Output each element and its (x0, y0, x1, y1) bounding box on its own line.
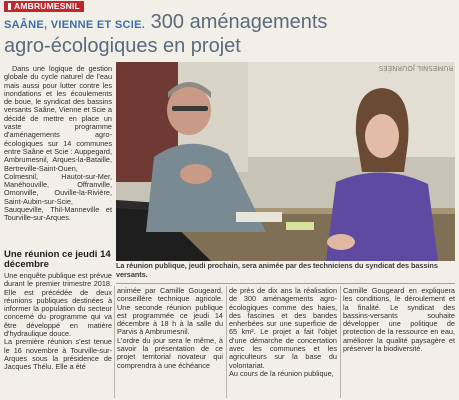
wall-banner-text: RUMESNIL JOURNÉES (378, 64, 454, 72)
intro-column (4, 65, 112, 223)
body-column-1: Une enquête publique est prévue durant le premier trimestre 2018. Elle est précédée de deux réunions publiques destinées à informer la population du secteur concerné du programme qui va être développé en matière d'hydraulique douce. La première réunion s'est tenue le 16 novembre à Tourville-sur-Arques sous la présidence de Jacques Thélu. Elle a été (4, 271, 112, 372)
column-divider-2 (226, 286, 227, 398)
body-column-3: de près de dix ans la réalisation de 300 aménagements agro-écologiques comme des haies, des fascines et des bandes enherbées sur une superficie de 65 km². Le projet a fait l'objet d'une démarche de concertation avec les communes et les agriculteurs sur la base du volontariat. Au cours de la réunion publique, (229, 286, 337, 378)
headline-lead: SAÂNE, VIENNE ET SCIE. (4, 19, 146, 31)
subheading: Une réunion ce jeudi 14 décembre (4, 249, 111, 270)
kicker-mark (8, 3, 11, 10)
photo-caption: La réunion publique, jeudi prochain, sera animée par des techniciens du syndicat des bassins versants. (116, 261, 438, 279)
intro-paragraph: Dans une logique de gestion globale du cycle naturel de l'eau mais aussi pour lutter contre les inondations et les écoulements de boue, le syndicat des bassins versants Saâne, Vienne et Scie a décidé de mettre en place un vaste programme d'aménagements agro-écologiques sur 14 communes entre Saâne et Scie : Auppegard, Ambrumesnil, Arques-la-Bataille, Bertreville-Saint-Ouen, Colmesnil, Hautot-sur-Mer, Manéhouville, Offranville, Omonville, Ouville-la-Rivière, Saint-Aubin-sur-Scie, Sauqueville, Thil-Manneville et Tourville-sur-Arques. (4, 64, 112, 223)
caption-rule (116, 283, 455, 284)
column-divider-1 (114, 286, 115, 398)
column-divider-3 (340, 286, 341, 398)
headline-line-1 (4, 12, 456, 36)
section-kicker (4, 1, 84, 12)
headline (4, 12, 456, 57)
headline-main: 300 aménagements (150, 11, 328, 33)
body-column-2: animée par Camille Gougeard, conseillère technique agricole. Une seconde réunion publique est programmée ce jeudi 14 décembre à 18 h à la salle du Parvis à Ambrumesnil. L'ordre du jour sera le même, à savoir la présentation de ce projet territorial novateur qui comprendra à une échéance (117, 286, 223, 370)
headline-line-2: agro-écologiques en projet (4, 35, 241, 57)
article-photo (116, 62, 455, 261)
photo-illustration (116, 62, 455, 261)
body-column-4: Camille Gougeard en expliquera les conditions, le déroulement et la finalité. Le syndicat des bassins-versants souhaite développer une politique de protection de la ressource en eau, améliorer la qualité paysagère et préserver la biodiversité. (343, 286, 455, 354)
section-name: AMBRUMESNIL (14, 1, 80, 11)
